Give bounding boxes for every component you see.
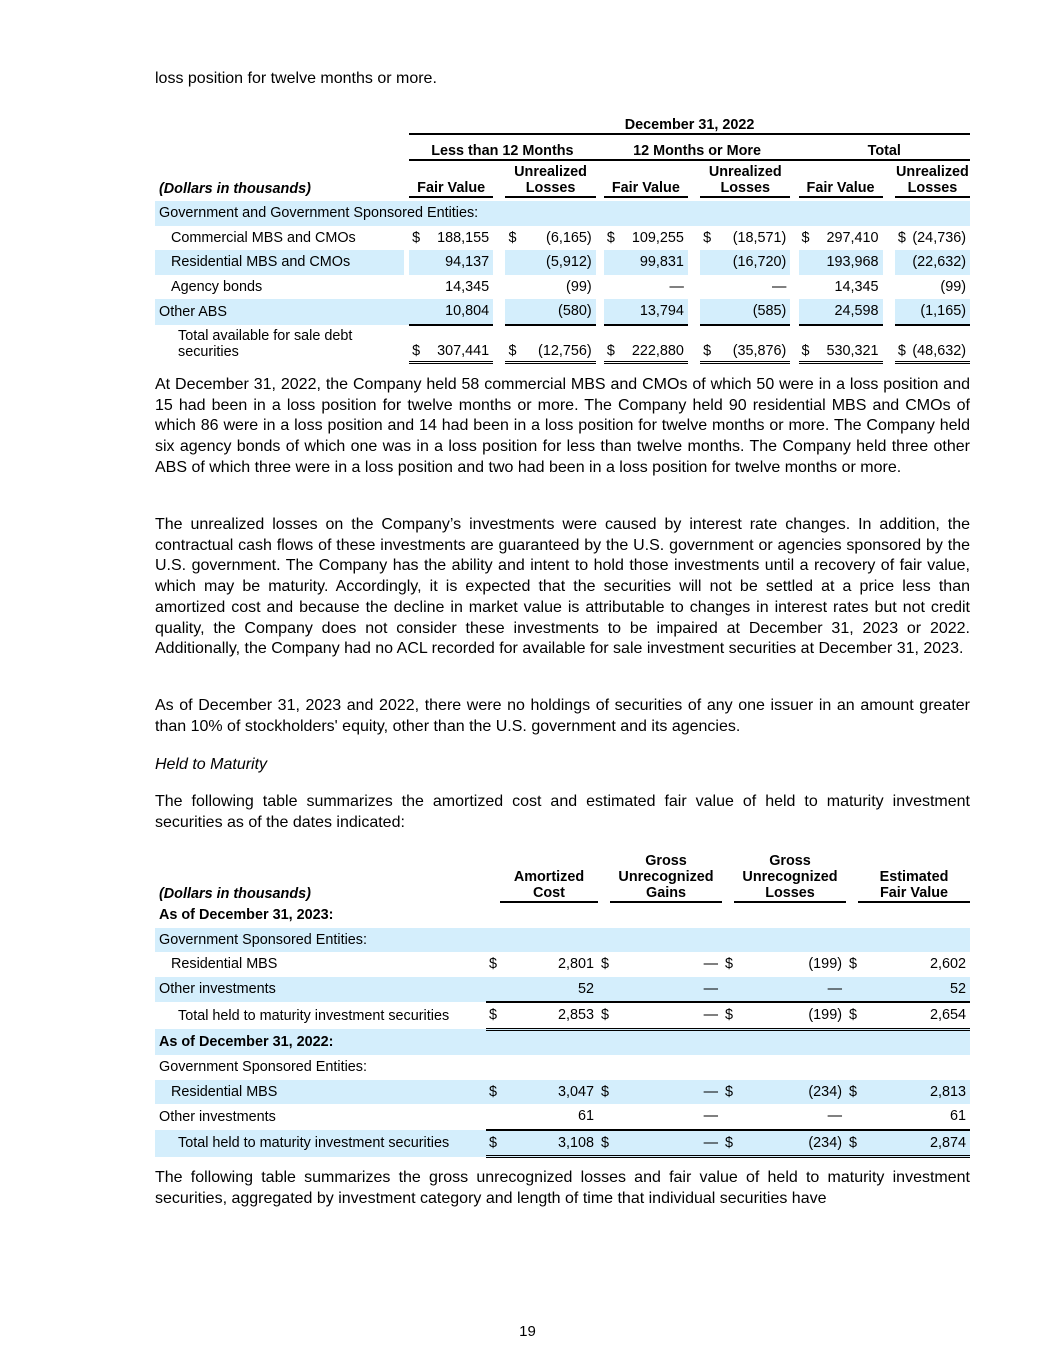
table-total-row: Total available for sale debt securities $ 307,441 $ (12,756) $ 222,880 $ (35,876) $ 530,321 $ (48,632) bbox=[155, 325, 970, 363]
table-row: Other investments 52 — — 52 bbox=[155, 977, 970, 1003]
page-number: 19 bbox=[519, 1323, 536, 1340]
table-row: Agency bonds 14,345 (99) — — 14,345 (99) bbox=[171, 278, 966, 295]
table-total-row: Total held to maturity investment securities $ 3,108 $ — $ (234) $ 2,874 bbox=[155, 1130, 970, 1157]
table-total-row: Total held to maturity investment securities $ 2,853 $ — $ (199) $ 2,654 bbox=[155, 1002, 970, 1029]
afs-col-unrealized-losses: Unrealized Losses bbox=[895, 160, 970, 197]
htm-col-fair-value: Estimated Fair Value bbox=[858, 848, 970, 902]
table-row: Residential MBS $ 2,801 $ — $ (199) $ 2,602 bbox=[171, 956, 966, 973]
intro-fragment: loss position for twelve months or more. bbox=[155, 70, 437, 87]
afs-group-total: Total bbox=[799, 134, 970, 161]
paragraph-issuer-concentration: As of December 31, 2023 and 2022, there were no holdings of securities of any one issuer in an amount greater than 10% of stockholders' equity, other than the U.S. government and its agencies. bbox=[155, 697, 970, 735]
htm-securities-table bbox=[155, 848, 970, 1158]
paragraph-htm-losses-intro: The following table summarizes the gross unrecognized losses and fair value of held to maturity investment securities, aggregated by investment category and length of time that individual securities have bbox=[155, 1169, 970, 1207]
htm-date-2023: As of December 31, 2023: bbox=[159, 906, 334, 923]
afs-group-lt12: Less than 12 Months bbox=[409, 134, 596, 161]
table-row: Residential MBS and CMOs 94,137 (5,912) 99,831 (16,720) 193,968 (22,632) bbox=[155, 250, 970, 275]
afs-col-fair-value: Fair Value bbox=[799, 160, 883, 197]
table-row: Other ABS 10,804 (580) 13,794 (585) 24,598 (1,165) bbox=[155, 299, 970, 325]
afs-group-12plus: 12 Months or More bbox=[604, 134, 791, 161]
afs-units-label: (Dollars in thousands) bbox=[159, 181, 311, 197]
htm-col-amortized-cost: Amortized Cost bbox=[500, 848, 598, 902]
afs-col-unrealized-losses: Unrealized Losses bbox=[700, 160, 790, 197]
afs-period-header: December 31, 2022 bbox=[409, 108, 970, 134]
htm-date-2022: As of December 31, 2022: bbox=[155, 1029, 486, 1055]
htm-units-label: (Dollars in thousands) bbox=[159, 886, 311, 902]
afs-unrealized-losses-table bbox=[155, 108, 970, 364]
table-row: Residential MBS $ 3,047 $ — $ (234) $ 2,813 bbox=[155, 1080, 970, 1105]
afs-section-label: Government and Government Sponsored Entities: bbox=[155, 201, 970, 226]
paragraph-htm-intro: The following table summarizes the amortized cost and estimated fair value of held to maturity investment securities as of the dates indicated: bbox=[155, 793, 970, 831]
htm-section-label: Government Sponsored Entities: bbox=[155, 928, 486, 953]
table-row: Other investments 61 — — 61 bbox=[155, 1104, 970, 1130]
htm-section-label: Government Sponsored Entities: bbox=[159, 1059, 367, 1076]
heading-held-to-maturity: Held to Maturity bbox=[155, 756, 268, 773]
htm-col-gross-gains: Gross Unrecognized Gains bbox=[610, 848, 722, 902]
paragraph-loss-positions: At December 31, 2022, the Company held 58 commercial MBS and CMOs of which 50 were in a loss position and 15 had been in a loss position for twelve months or more. The Company held 90 residential MBS and CMOs of which 86 were in a loss position and 14 had been in a loss position for twelve months or more. The Company held six agency bonds of which one was in a loss position for less than twelve months. The Company held three other ABS of which three were in a loss position and two had been in a loss position for twelve months or more. bbox=[155, 376, 970, 476]
paragraph-unrealized-losses: The unrealized losses on the Company’s investments were caused by interest rate changes. In addition, the contractual cash flows of these investments are guaranteed by the U.S. government or agencies sponsored by the U.S. government. The Company has the ability and intent to hold those investments until a recovery of fair value, which may be maturity. Accordingly, it is expected that the securities will not be settled at a price less than amortized cost and because the decline in market value is attributable to changes in interest rates but not credit quality, the Company does not consider these investments to be impaired at December 31, 2023 or 2022. Additionally, the Company had no ACL recorded for available for sale investment securities at December 31, 2023. bbox=[155, 516, 970, 658]
afs-col-fair-value: Fair Value bbox=[409, 160, 493, 197]
htm-col-gross-losses: Gross Unrecognized Losses bbox=[734, 848, 846, 902]
table-row: Commercial MBS and CMOs $ 188,155 $ (6,165) $ 109,255 $ (18,571) $ 297,410 $ (24,736) bbox=[155, 226, 970, 251]
afs-col-fair-value: Fair Value bbox=[604, 160, 688, 197]
afs-col-unrealized-losses: Unrealized Losses bbox=[505, 160, 595, 197]
